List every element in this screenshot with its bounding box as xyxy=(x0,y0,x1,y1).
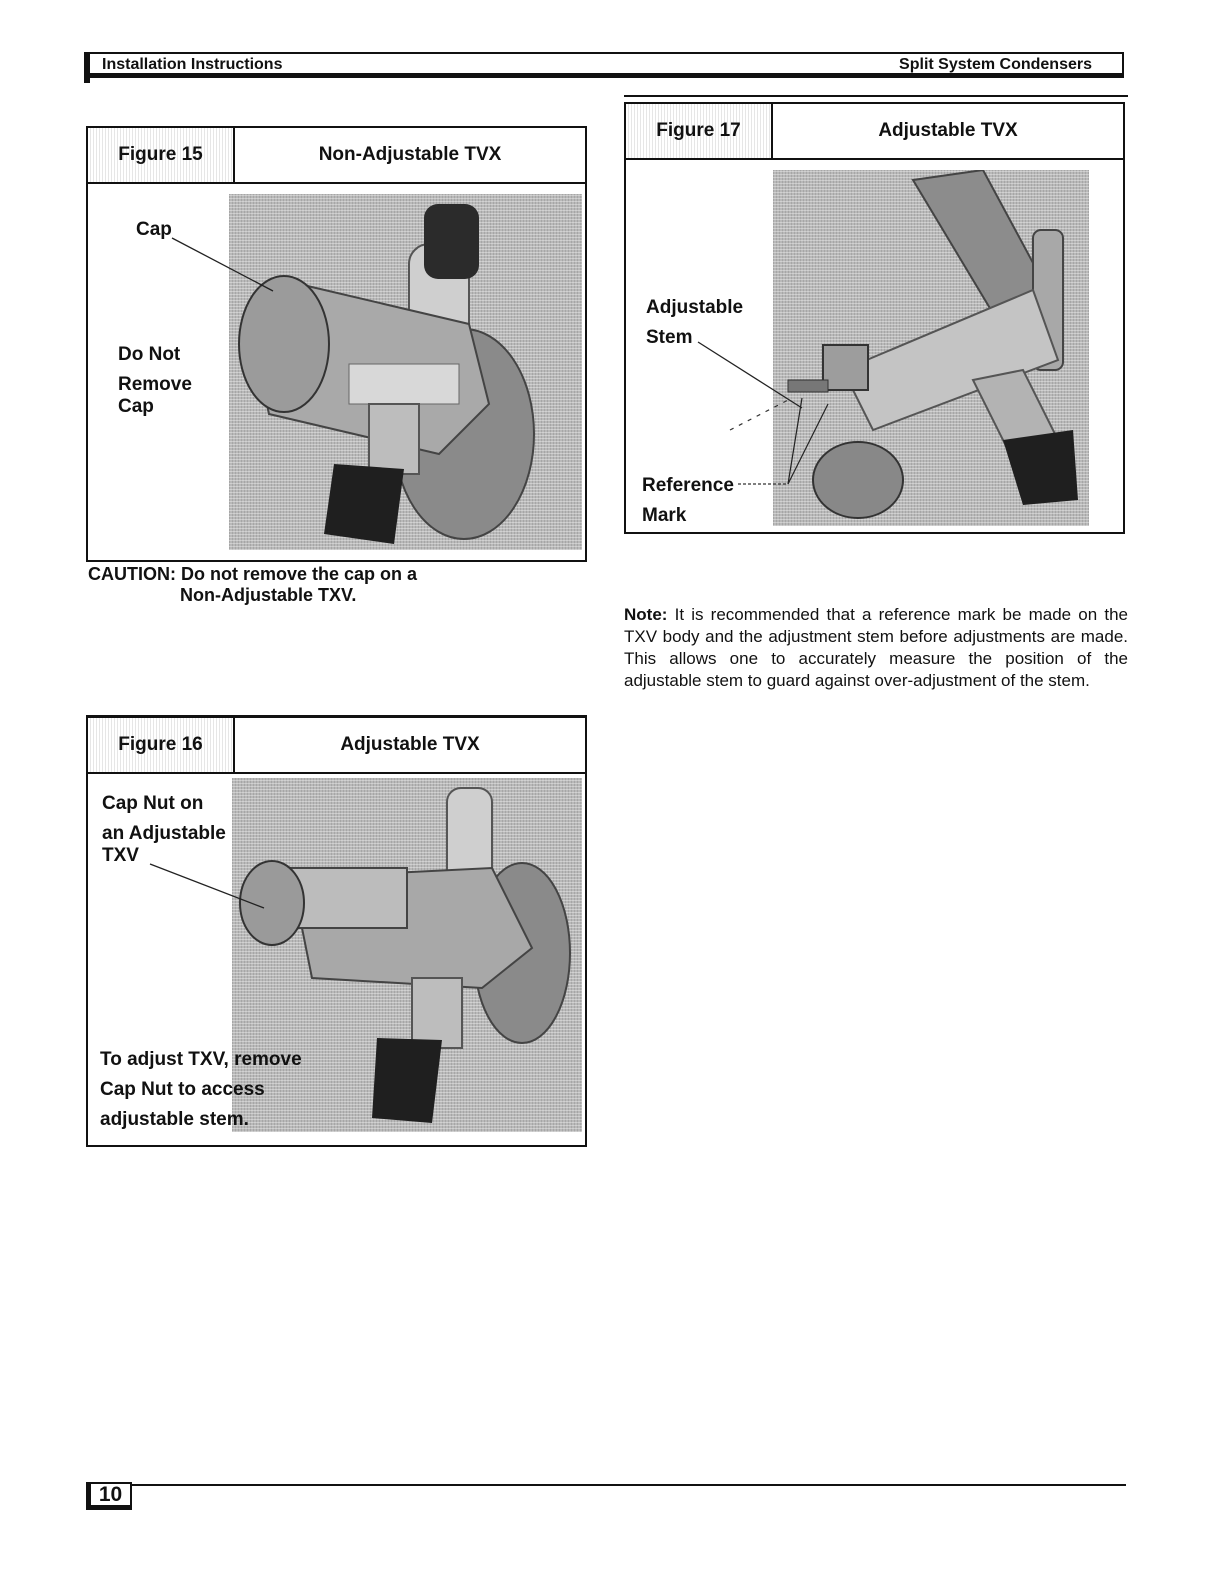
figure-16-title: Adjustable TVX xyxy=(340,734,480,755)
figure-15-photo xyxy=(229,194,582,550)
figure-16-cap-nut-pointer xyxy=(148,862,268,912)
figure-17-label-mark: Mark xyxy=(642,505,687,526)
figure-15-header xyxy=(88,128,585,184)
caution-line-1: CAUTION: Do not remove the cap on a xyxy=(88,564,418,584)
figure-17-header xyxy=(626,104,1123,160)
note-paragraph xyxy=(624,604,1128,692)
figure-15-title: Non-Adjustable TVX xyxy=(318,144,502,165)
figure-16-number: Figure 16 xyxy=(88,718,235,772)
figure-17-label-reference: Reference xyxy=(642,475,734,496)
figure-16-label-bottom-3: adjustable stem. xyxy=(100,1109,249,1130)
valve-illustration-16 xyxy=(232,778,582,1132)
figure-16-header xyxy=(88,718,585,774)
figure-15-label-do-not: Do Not xyxy=(118,344,181,365)
header-left-bar xyxy=(84,52,90,83)
page-header xyxy=(88,52,1124,78)
caution-text xyxy=(88,564,417,606)
figure-15 xyxy=(86,126,587,562)
figure-17 xyxy=(624,102,1125,534)
page-number: 10 xyxy=(86,1482,132,1510)
figure-16-label-bottom-2: Cap Nut to access xyxy=(100,1079,265,1100)
figure-16-label-line-2: an Adjustable xyxy=(102,823,226,844)
header-section-title: Installation Instructions xyxy=(102,56,283,73)
figure-17-number: Figure 17 xyxy=(626,104,773,158)
figure-15-label-cap: Cap xyxy=(136,219,172,240)
footer-rule xyxy=(128,1484,1126,1486)
note-body: It is recommended that a reference mark be made on the TXV body and the adjustment stem before adjustments are made. This allows one to accurately measure the position of the adjustable stem to guard against over-adjustment of the stem. xyxy=(624,605,1128,690)
header-product-title: Split System Condensers xyxy=(899,56,1092,73)
figure-17-top-rule xyxy=(624,95,1128,97)
figure-16-label-line-3: TXV xyxy=(102,845,139,866)
figure-17-title: Adjustable TVX xyxy=(878,120,1018,141)
caution-line-2: Non-Adjustable TXV. xyxy=(180,585,357,605)
figure-15-label-remove: Remove xyxy=(118,374,192,395)
figure-17-label-stem: Stem xyxy=(646,327,693,348)
figure-16-photo xyxy=(232,778,582,1132)
figure-16-label-bottom-1: To adjust TXV, remove xyxy=(100,1049,302,1070)
figure-16 xyxy=(86,715,587,1147)
figure-17-reference-pointer xyxy=(738,394,838,489)
figure-15-number: Figure 15 xyxy=(88,128,235,182)
figure-15-cap-pointer xyxy=(168,236,278,296)
valve-illustration-15 xyxy=(229,194,582,550)
figure-17-label-adjustable: Adjustable xyxy=(646,297,744,318)
note-lead: Note: xyxy=(624,605,668,624)
figure-15-label-cap2: Cap xyxy=(118,396,154,417)
figure-16-label-line-1: Cap Nut on xyxy=(102,793,204,814)
